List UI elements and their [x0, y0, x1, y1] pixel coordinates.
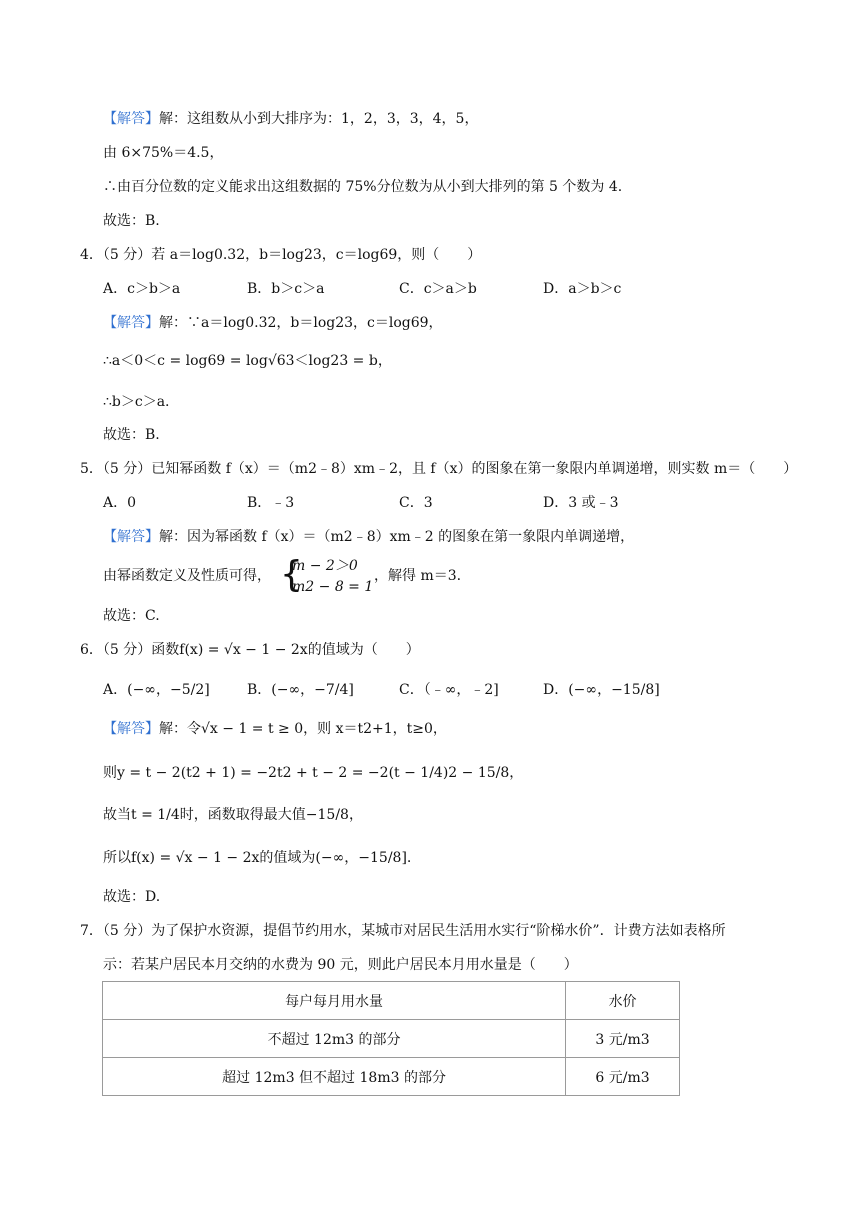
- table-cell: 超过 12m3 但不超过 18m3 的部分: [103, 1058, 566, 1096]
- answer-5-line-1: [103, 527, 634, 547]
- question-7-stem-2: 示：若某户居民本月交纳的水费为 90 元，则此户居民本月用水量是（ ）: [103, 957, 578, 973]
- answer-4-line-2: ∴a＜0＜c = log69 = log√63＜log23 = b，: [103, 353, 392, 369]
- system-equation-2: m2 − 8 = 1: [292, 579, 374, 595]
- answer-5-line-2-post: ，解得 m＝3.: [374, 568, 462, 584]
- q5-option-b: B．﹣3: [247, 495, 295, 511]
- question-text: （5 分）若 a＝log0.32，b＝log23，c＝log69，则（ ）: [102, 247, 482, 263]
- q5-option-a: A．0: [103, 495, 137, 511]
- answer-text: 解：因为幂函数 f（x）＝（m2﹣8）xm﹣2 的图象在第一象限内单调递增，: [159, 529, 635, 545]
- question-number: 4．: [80, 247, 103, 263]
- answer-tag: 【解答】: [103, 315, 159, 331]
- answer-tag: 【解答】: [103, 111, 159, 127]
- q4-option-c: C．c＞a＞b: [399, 281, 477, 297]
- answer-6-line-4: 所以f(x) = √x − 1 − 2x的值域为(−∞，−15/8].: [103, 850, 412, 866]
- q6-option-a: A．(−∞，−5/2]: [103, 682, 210, 698]
- water-price-table: [102, 981, 680, 1096]
- answer-5-line-3: 故选：C.: [103, 608, 160, 624]
- table-header-cell: 每户每月用水量: [103, 982, 566, 1020]
- table-cell: 6 元/m3: [566, 1058, 680, 1096]
- question-text: （5 分）为了保护水资源，提倡节约用水，某城市对居民生活用水实行“阶梯水价”．计费方法如表格所: [102, 923, 726, 939]
- answer-3-line-1: [103, 109, 478, 129]
- answer-tag: 【解答】: [103, 721, 159, 737]
- question-5-stem: [80, 459, 797, 479]
- answer-6-line-2: 则y = t − 2(t2 + 1) = −2t2 + t − 2 = −2(t − 1/4)2 − 15/8，: [103, 765, 524, 781]
- answer-text: 解：令√x − 1 = t ≥ 0，则 x＝t2+1，t≥0，: [159, 721, 447, 737]
- question-text: （5 分）已知幂函数 f（x）＝（m2﹣8）xm﹣2，且 f（x）的图象在第一象限内单调递增，则实数 m＝（ ）: [102, 461, 798, 477]
- table-header-row: [103, 982, 680, 1020]
- table-cell: 不超过 12m3 的部分: [103, 1020, 566, 1058]
- table-row: [103, 1020, 680, 1058]
- answer-text: 解：∵a＝log0.32，b＝log23，c＝log69，: [159, 315, 443, 331]
- question-text: （5 分）函数f(x) = √x − 1 − 2x的值域为（ ）: [102, 642, 420, 658]
- q5-option-c: C．3: [399, 495, 433, 511]
- answer-text: 解：这组数从小到大排序为：1，2，3，3，4，5，: [159, 111, 479, 127]
- q6-option-d: D．(−∞，−15/8]: [543, 682, 660, 698]
- answer-4-line-3: ∴b＞c＞a.: [103, 394, 170, 410]
- answer-3-line-3: ∴由百分位数的定义能求出这组数据的 75%分位数为从小到大排列的第 5 个数为 4.: [103, 179, 623, 195]
- system-brace: {: [280, 554, 303, 595]
- table-cell: 3 元/m3: [566, 1020, 680, 1058]
- table-row: [103, 1058, 680, 1096]
- answer-3-line-2: 由 6×75%＝4.5，: [103, 145, 224, 161]
- question-6-stem: [80, 640, 420, 660]
- answer-5-line-2-pre: 由幂函数定义及性质可得，: [103, 568, 271, 584]
- q5-option-d: D．3 或﹣3: [543, 495, 619, 511]
- table-header-cell: 水价: [566, 982, 680, 1020]
- q6-option-c: C．（﹣∞，﹣2]: [399, 682, 499, 698]
- answer-4-line-4: 故选：B.: [103, 427, 160, 443]
- question-number: 7．: [80, 923, 103, 939]
- q4-option-d: D．a＞b＞c: [543, 281, 622, 297]
- question-number: 5．: [80, 461, 103, 477]
- q6-option-b: B．(−∞，−7/4]: [247, 682, 354, 698]
- answer-6-line-1: [103, 719, 447, 739]
- answer-6-line-3: 故当t = 1/4时，函数取得最大值−15/8，: [103, 807, 363, 823]
- answer-6-line-5: 故选：D.: [103, 889, 161, 905]
- q4-option-a: A．c＞b＞a: [103, 281, 181, 297]
- answer-tag: 【解答】: [103, 529, 159, 545]
- question-number: 6．: [80, 642, 103, 658]
- question-7-stem: [80, 921, 726, 941]
- system-equation-1: m − 2＞0: [292, 558, 358, 574]
- q4-option-b: B．b＞c＞a: [247, 281, 325, 297]
- answer-4-line-1: [103, 313, 443, 333]
- question-4-stem: [80, 245, 481, 265]
- answer-3-line-4: 故选：B.: [103, 213, 160, 229]
